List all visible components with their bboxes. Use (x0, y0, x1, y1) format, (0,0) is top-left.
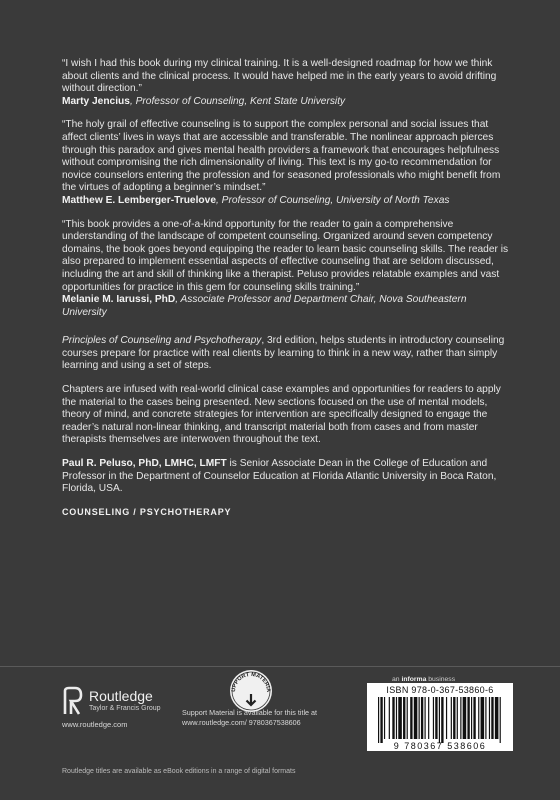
informa-suffix: business (426, 676, 456, 683)
informa-business-label (392, 676, 455, 683)
author-name: Paul R. Peluso, PhD, LMHC, LMFT (62, 458, 227, 470)
barcode-bar (457, 697, 458, 739)
barcode-bar (463, 697, 467, 739)
publisher-name: Routledge (89, 688, 153, 704)
barcode-bar (419, 697, 420, 739)
barcode-bar (435, 697, 437, 739)
routledge-logo-icon (62, 686, 84, 716)
back-cover-text (62, 58, 512, 517)
barcode-bar (421, 697, 423, 739)
publisher-group: Taylor & Francis Group (89, 705, 161, 712)
barcode-bar (378, 697, 379, 743)
barcode-bar (460, 697, 461, 739)
barcode-bar (478, 697, 479, 739)
endorsement-attribution (62, 195, 512, 208)
publisher-website: www.routledge.com (62, 720, 128, 729)
subject-category: COUNSELING / PSYCHOTHERAPY (62, 506, 232, 517)
barcode-bar (491, 697, 493, 739)
barcode-bar (384, 697, 385, 739)
barcode-bar (467, 697, 469, 739)
support-url: www.routledge.com/ 9780367538606 (182, 717, 301, 727)
barcode-bar (425, 697, 426, 739)
intro-text: , 3rd edition, helps students in introductory counseling courses prepare for practice with real clients by learning to think in a new way, rather than simply learning and using a set of steps. (62, 335, 505, 372)
barcode-bar (392, 697, 394, 739)
author-bio-text: is Senior Associate Dean in the College of Education and Professor in the Department of Counselor Education at Florida Atlantic University in Boca Raton, Florida, USA. (62, 458, 497, 495)
endorser-name: Marty Jencius (62, 95, 130, 107)
endorser-title: , Professor of Counseling, University of North Texas (215, 194, 450, 206)
endorser-title: , Professor of Counseling, Kent State University (129, 95, 346, 107)
barcode-bar (453, 697, 455, 739)
informa-prefix: an (392, 676, 402, 683)
barcode-bar (439, 697, 440, 743)
barcode-bar (398, 697, 402, 739)
endorsement-attribution (62, 96, 512, 109)
barcode-bar (380, 697, 382, 743)
endorsement-quote: “I wish I had this book during my clinical training. It is a well-designed roadmap for how we think about clients and the clinical process. It would have helped me in the early years to avoid drifting without direction.” (62, 58, 497, 95)
badge-text: UPPORT MATERIA (230, 671, 272, 693)
barcode-bar (446, 697, 447, 739)
book-description-chapters: Chapters are infused with real-world clinical case examples and opportunities for readers to apply the material to the cases being presented. New sections focused on the use of mental models, theory of mind, and concrete strategies for intervention are specifically designed to engage the reader’s natural non-linear thinking, and transcript material both from cases and from master therapists themselves are interwoven throughout the text. (62, 384, 501, 446)
ebook-availability-note: Routledge titles are available as eBook editions in a range of digital formats (62, 768, 296, 775)
barcode-bar (481, 697, 485, 739)
endorser-name: Melanie M. Iarussi, PhD (62, 294, 176, 306)
barcode-bar (403, 697, 405, 739)
divider (0, 666, 560, 667)
barcode-bar (414, 697, 418, 739)
endorsement-quote: “The holy grail of effective counseling is to support the complex personal and social issues that affect clients’ lives in ways that are accessible and transferable. The nonlinear approach pierces through this paradox and gives mental health providers a framework that encourages helpfulness without compromising the rich dimensionality of living. This text is my go-to recommendation for novice counselors entering the profession and for seasoned professionals who might benefit from the virtues of adopting a beginner’s mindset.” (62, 119, 501, 194)
barcode-bar (407, 697, 408, 739)
book-title: Principles of Counseling and Psychotherapy (62, 335, 262, 347)
barcode-bar (410, 697, 412, 739)
support-material-note (182, 708, 332, 727)
barcode-bar (485, 697, 486, 739)
barcode-bar (396, 697, 397, 739)
publisher-logo (62, 686, 161, 716)
endorsement-attribution (62, 294, 512, 319)
isbn-barcode (367, 683, 513, 751)
endorser-title: , Associate Professor and Department Chair, Nova Southeastern University (62, 294, 467, 318)
barcode-graphic (370, 697, 510, 751)
book-description-intro (62, 335, 512, 373)
barcode-bar (389, 697, 390, 739)
informa-brand: informa (401, 676, 427, 683)
barcode-bar (500, 697, 501, 743)
barcode-bar (495, 697, 499, 739)
isbn-number: ISBN 978-0-367-53860-6 (386, 685, 494, 695)
endorser-name: Matthew E. Lemberger-Truelove (62, 194, 216, 206)
barcode-bar (441, 697, 443, 743)
endorsement-quote: “This book provides a one-of-a-kind opportunity for the reader to gain a comprehensive understanding of the landscape of competent counseling. Organized around seven competency domains, the book goes beyond equipping the reader to learn basic counseling skills. The reader is also prepared to implement essential aspects of effective counseling that are seldom discussed, including the art and skill of thinking like a therapist. Peluso provides relatable examples and vast opportunities for practice in this gem for counseling skills training.” (62, 218, 509, 293)
barcode-bar (451, 697, 452, 739)
barcode-bar (471, 697, 472, 739)
barcode-bar (433, 697, 434, 739)
barcode-bar (473, 697, 475, 739)
barcode-bar (428, 697, 429, 739)
barcode-bar (489, 697, 490, 739)
author-bio (62, 458, 512, 496)
barcode-digits: 9 780367 538606 (393, 741, 487, 751)
support-line: Support Material is available for this title at (182, 708, 318, 717)
